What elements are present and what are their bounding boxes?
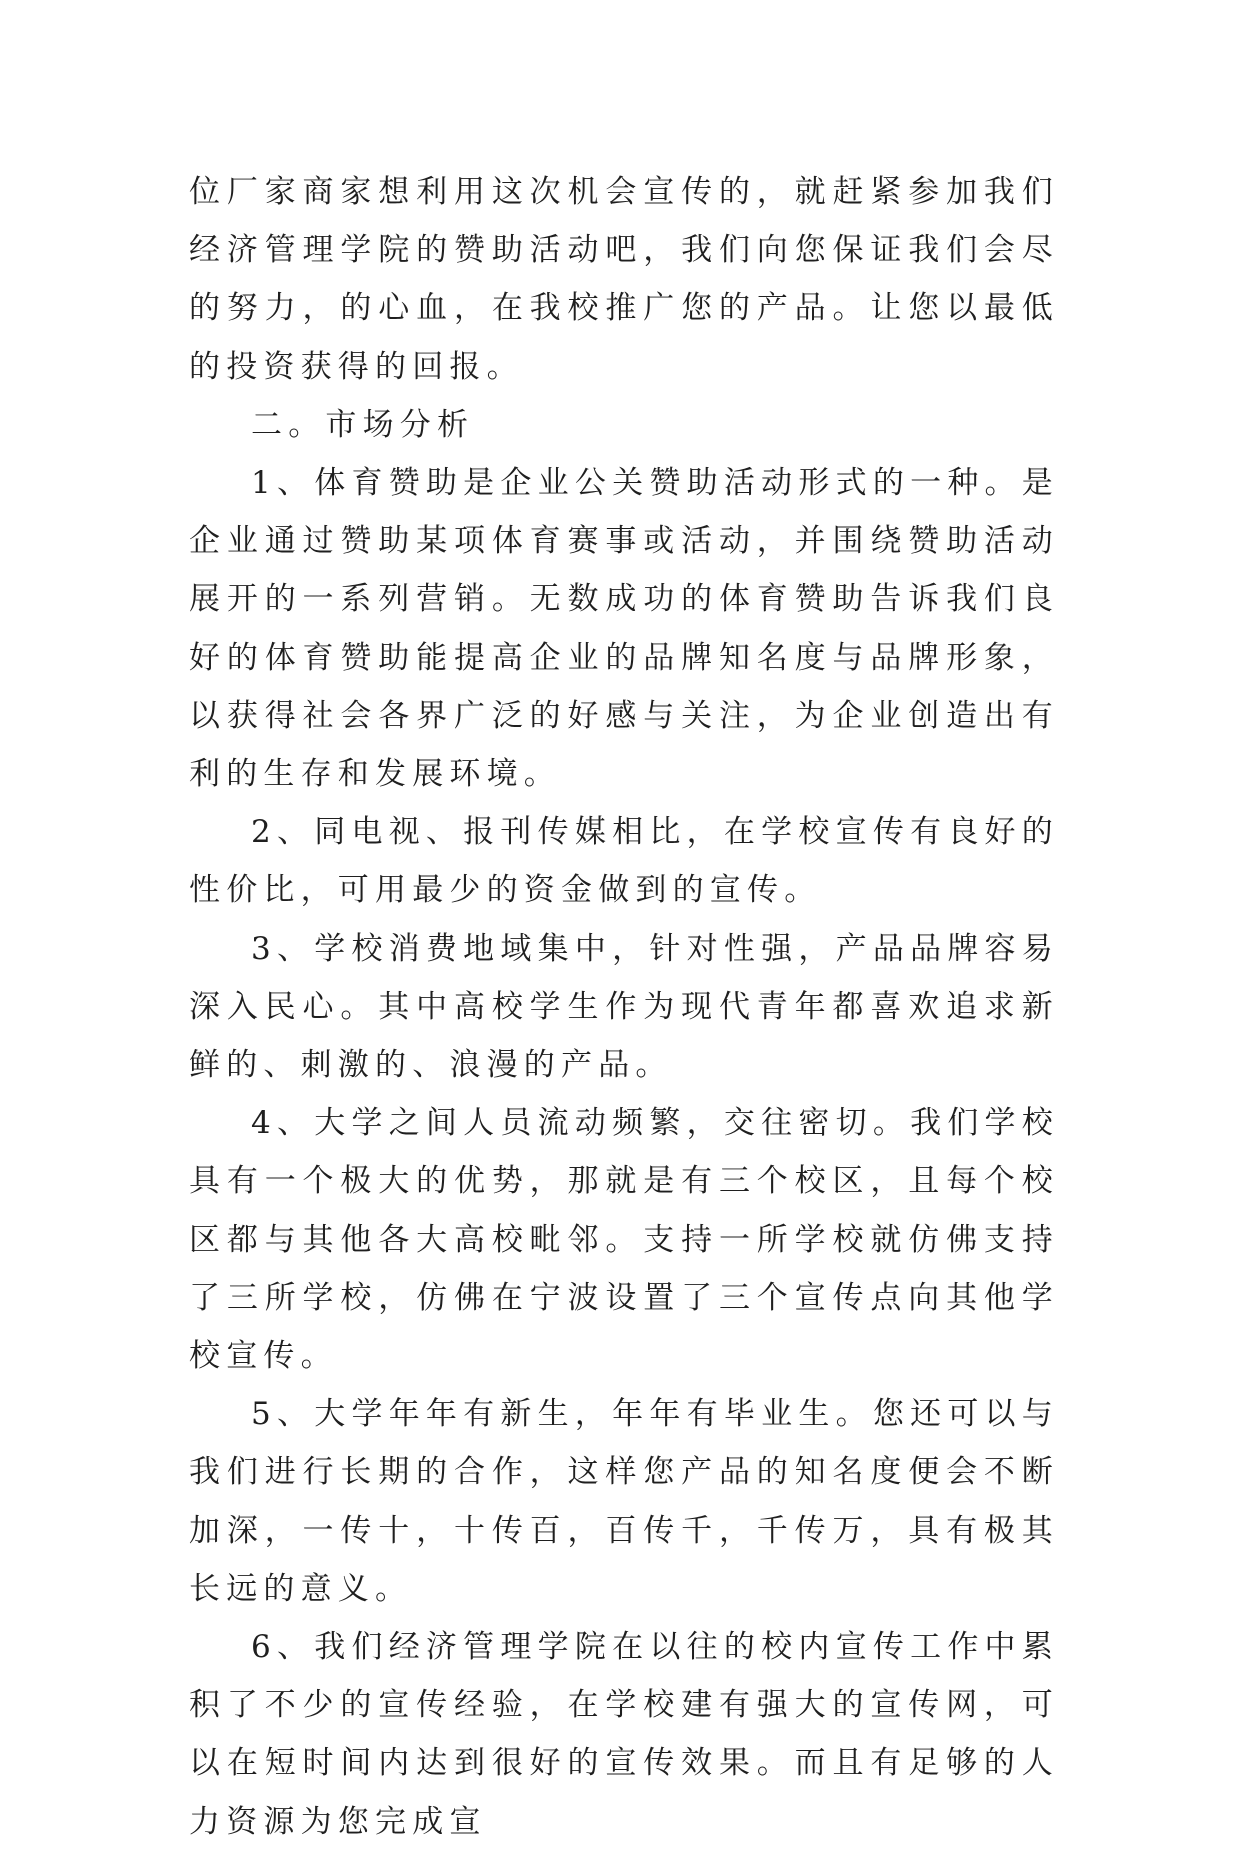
paragraph-intro-continuation: 位厂家商家想利用这次机会宣传的，就赶紧参加我们经济管理学院的赞助活动吧，我们向您保证我们会尽的努力，的心血，在我校推广您的产品。让您以最低的投资获得的回报。: [189, 174, 1059, 385]
paragraph-point-5: 5、大学年年有新生，年年有毕业生。您还可以与我们进行长期的合作，这样您产品的知名度便会不断加深，一传十，十传百，百传千，千传万，具有极其长远的意义。: [189, 1396, 1059, 1607]
paragraph-point-1: 1、体育赞助是企业公关赞助活动形式的一种。是企业通过赞助某项体育赛事或活动，并围绕赞助活动展开的一系列营销。无数成功的体育赞助告诉我们良好的体育赞助能提高企业的品牌知名度与品牌形象，以获得社会各界广泛的好感与关注，为企业创造出有利的生存和发展环境。: [189, 465, 1059, 793]
paragraph-point-3: 3、学校消费地域集中，针对性强，产品品牌容易深入民心。其中高校学生作为现代青年都喜欢追求新鲜的、刺激的、浪漫的产品。: [189, 930, 1059, 1084]
paragraph-point-2: 2、同电视、报刊传媒相比，在学校宣传有良好的性价比，可用最少的资金做到的宣传。: [189, 814, 1059, 909]
paragraph-point-4: 4、大学之间人员流动频繁，交往密切。我们学校具有一个极大的优势，那就是有三个校区，且每个校区都与其他各大高校毗邻。支持一所学校就仿佛支持了三所学校，仿佛在宁波设置了三个宣传点向其他学校宣传。: [189, 1105, 1059, 1375]
document-body: [189, 163, 1059, 1851]
section-heading-market-analysis: 二。市场分析: [251, 406, 475, 443]
paragraph-point-6: 6、我们经济管理学院在以往的校内宣传工作中累积了不少的宣传经验，在学校建有强大的宣传网，可以在短时间内达到很好的宣传效果。而且有足够的人力资源为您完成宣: [189, 1629, 1059, 1840]
